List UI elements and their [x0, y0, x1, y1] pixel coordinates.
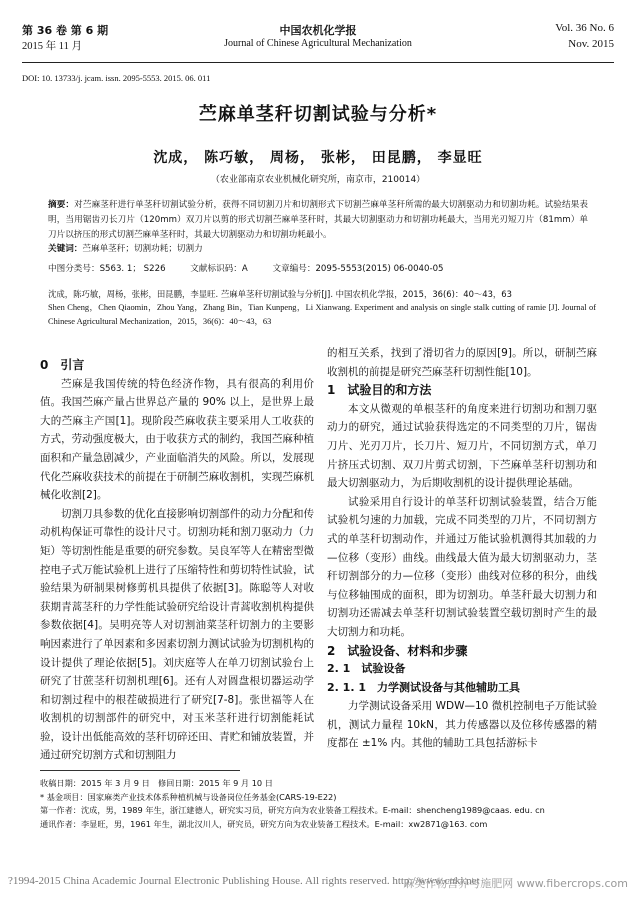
classification-line — [48, 262, 608, 274]
journal-name-cn: 中国农机化学报 — [279, 24, 357, 37]
citation-block — [48, 288, 596, 328]
abstract-label: 摘要： — [48, 200, 75, 210]
document-code: 文献标识码：A — [190, 264, 248, 274]
footnotes — [40, 777, 600, 831]
abstract-text: 对苎麻茎秆进行单茎秆切割试验分析，获得不同切割刀片和切割形式下切割苎麻单茎秆所需的最大切割驱动力和切割功耗。试验结果表明，当用锯齿刃长刀片（120mm）双刀片以剪的形式切割苎麻单茎秆时，其最大切割驱动力和切割功耗最大，当用光刃短刀片（81mm）单刀片以挤压的形式切割苎麻单茎秆时，其最大切割驱动力和切割功耗最小。 — [48, 200, 588, 240]
paper-title: 苎麻单茎秆切割试验与分析* — [198, 104, 438, 125]
watermark: 麻类作物营养与施肥网 www.fibercrops.com — [403, 877, 628, 890]
subsubsection-heading: 2. 1. 1 力学测试设备与其他辅助工具 — [327, 680, 520, 694]
left-column — [40, 356, 314, 765]
paragraph: 苎麻是我国传统的特色经济作物，具有很高的利用价值。我国苎麻产量占世界总产量的 90% 以上，是世界上最大的苎麻主产国[1]。现阶段苎麻收获主要采用人工收获的方式，劳动强度极大，由于收获方式的制约，我国苎麻种植面积和产量急剧减少，产业面临消失的风险。所以，发展现代化苎麻收获技术的前提在于研制苎麻收割机，实现苎麻机械化收割[2]。 — [40, 377, 314, 502]
paragraph: 力学测试设备采用 WDW—10 微机控制电子万能试验机，测试力量程 10kN，其力传感器以及位移传感器的精度都在 ±1% 内。其他的辅助工具包括游标卡 — [327, 700, 597, 750]
received-date: 收稿日期：2015 年 3 月 9 日 修回日期：2015 年 9 月 10 日 — [40, 778, 273, 788]
abstract-block — [48, 198, 588, 257]
volume-issue-cn: 第 36 卷 第 6 期 — [22, 24, 109, 37]
paragraph: 试验采用自行设计的单茎秆切割试验装置，结合万能试验机匀速的力加载，完成不同类型的刀片，不同切割方式的单茎秆切割动作，并通过万能试验机测得其加载的力—位移（变形）曲线。曲线最大值为最大切割驱动力，茎秆切割部分的力—位移（变形）曲线对位移的积分，曲线与位移轴围成的面积，即为切割功。单茎秆最大切割力和切割功还需减去单茎秆切割试验装置空载切割时产生的最大切割力和功耗。 — [327, 495, 597, 638]
article-number: 文章编号：2095-5553(2015) 06-0040-05 — [272, 264, 444, 274]
paragraph-continued: 的相互关系，找到了滑切省力的原因[9]。所以，研制苎麻收割机的前提是研究苎麻茎秆切割性能[10]。 — [327, 347, 597, 378]
date-cn: 2015 年 11 月 — [22, 41, 82, 52]
citation-cn: 沈成，陈巧敏，周杨，张彬，田昆鹏，李显旺. 苎麻单茎秆切割试验与分析[J]. 中国农机化学报，2015，36(6)：40～43，63 — [48, 289, 512, 299]
section-heading-equipment: 2 试验设备、材料和步骤 — [327, 643, 468, 658]
volume-issue-en: Vol. 36 No. 6 — [555, 22, 614, 34]
copyright-line: ?1994-2015 China Academic Journal Electronic Publishing House. All rights reserved. http://www.cnki.net — [8, 875, 480, 887]
journal-name-en: Journal of Chinese Agricultural Mechanization — [224, 38, 412, 49]
section-heading-purpose-method: 1 试验目的和方法 — [327, 383, 432, 398]
first-author-note: 第一作者：沈成，男，1989 年生，浙江建德人，研究实习员，研究方向为农业装备工程技术。E-mail：shencheng1989@caas. edu. cn — [40, 805, 545, 816]
running-header — [22, 22, 614, 68]
header-rule — [22, 62, 614, 63]
doi: DOI: 10. 13733/j. jcam. issn. 2095-5553. 2015. 06. 011 — [22, 73, 211, 83]
affiliation: （农业部南京农业机械化研究所，南京市，210014） — [210, 175, 426, 185]
footnote-rule — [40, 770, 240, 771]
paragraph: 本文从微观的单根茎秆的角度来进行切割功和割刀驱动力的研究，通过试验获得选定的不同类型的刀片，锯齿刀片、光刃刀片，长刀片、短刀片，不同切割方式，单刀片挤压式切割、双刀片剪式切割，下苎麻单茎秆切割功和最大切割驱动力，为后期收割机的设计提供理论基础。 — [327, 402, 597, 490]
section-heading-intro: 0 引言 — [40, 358, 85, 372]
subsection-heading: 2. 1 试验设备 — [327, 662, 406, 676]
date-en: Nov. 2015 — [568, 38, 614, 50]
corresponding-author-note: 通讯作者：李显旺，男，1961 年生，湖北汉川人，研究员，研究方向为农业装备工程技术。E-mail：xw2871@163. com — [40, 818, 488, 829]
keywords-label: 关键词： — [48, 244, 83, 255]
keywords: 苎麻单茎秆；切割功耗；切割力 — [82, 244, 203, 255]
right-column — [327, 344, 597, 753]
clc-number: 中图分类号：S563. 1； S226 — [48, 264, 166, 274]
author-list: 沈成， 陈巧敏， 周杨， 张彬， 田昆鹏， 李显旺 — [153, 150, 483, 166]
citation-en: Shen Cheng，Chen Qiaomin，Zhou Yang，Zhang Bin，Tian Kunpeng，Li Xianwang. Experiment and analysis on single stalk cutting of ramie [J]. Journal of Chinese Agricultural Mechanization，2015，36(6)：40～43，63 — [48, 303, 596, 326]
paragraph: 切割刀具参数的优化直接影响切割部件的动力分配和传动机构保证可靠性的设计尺寸。切割功耗和割刀驱动力（力矩）等切割性能是重要的研究参数。吴良军等人在精密型微控电子式万能试验机上进行了压缩特性和剪切特性试验，试验结果为研制果树修剪机具提供了依据[3]。陈聪等人对收获期青蒿茎秆的力学性能试验研究给设计青蒿收割机构提供参数依据[4]。吴明亮等人对切割油菜茎秆切割力的主要影响因素进行了单因素和多因素切割力测试试验为切割机构的设计提供了理论依据[5]。刘庆庭等人在单刀切割试验台上研究了甘蔗茎秆切割机理[6]。还有人对圆盘根切器运动学和切割过程中的根茬破损进行了研究[7-8]。张世福等人在收割机的切割部件的研究中，对玉米茎秆进行切割能耗试验，设计出低能高效的茎秆切碎还田、青贮和铺放装置，并通过研究切割方式和切割阻力 — [40, 507, 314, 762]
fund-note: * 基金项目：国家麻类产业技术体系种植机械与设备岗位任务基金(CARS-19-E22) — [40, 791, 337, 802]
